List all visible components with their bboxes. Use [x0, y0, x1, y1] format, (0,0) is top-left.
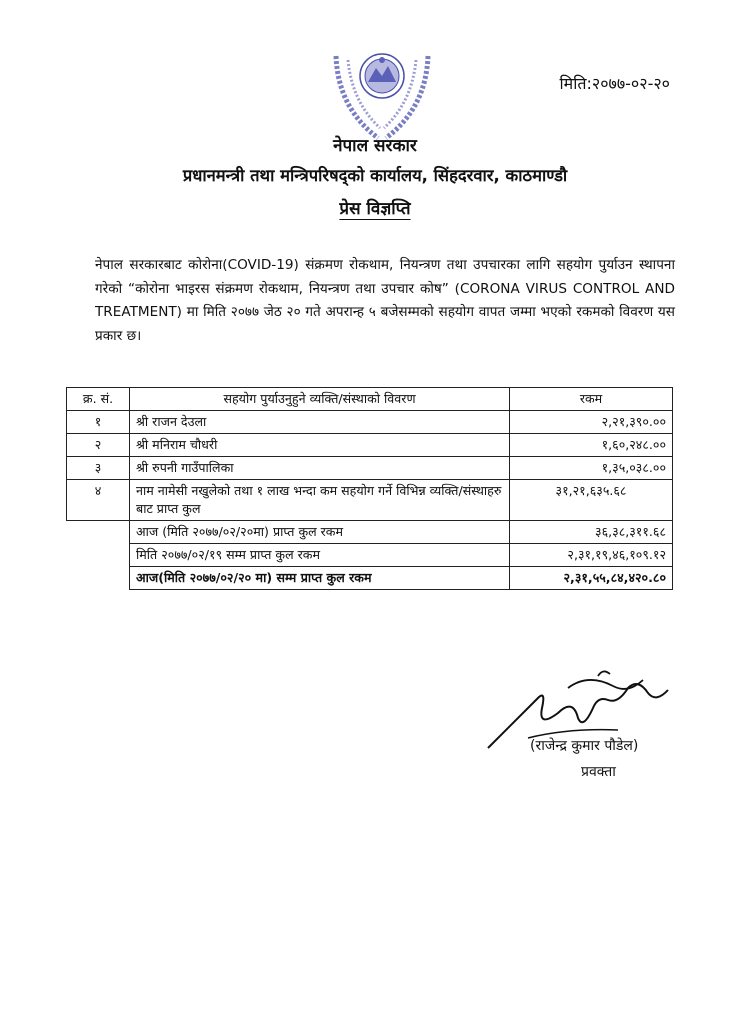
row-amount: १,६०,२४८.००: [510, 434, 673, 457]
row-sn: ३: [67, 457, 130, 480]
total-row: [67, 521, 673, 544]
blank-cell: [67, 521, 130, 544]
table-row: [67, 434, 673, 457]
row-amount: ३१,२१,६३५.६८: [510, 480, 673, 521]
donation-table: [66, 387, 673, 590]
table-header-row: [67, 388, 673, 411]
row-desc: श्री राजन देउला: [130, 411, 510, 434]
header-office: प्रधानमन्त्री तथा मन्त्रिपरिषद्को कार्यालय, सिंहदरवार, काठमाण्डौ: [182, 166, 568, 185]
row-desc: श्री रुपनी गाउँपालिका: [130, 457, 510, 480]
total-amount: ३६,३८,३११.६८: [510, 521, 673, 544]
row-sn: २: [67, 434, 130, 457]
row-desc: श्री मनिराम चौधरी: [130, 434, 510, 457]
row-sn: ४: [67, 480, 130, 521]
total-label: आज (मिति २०७७/०२/२०मा) प्राप्त कुल रकम: [130, 521, 510, 544]
total-amount: २,३१,१९,४६,१०९.१२: [510, 544, 673, 567]
total-amount: २,३१,५५,८४,४२०.८०: [510, 567, 673, 590]
row-desc: नाम नामेसी नखुलेको तथा १ लाख भन्दा कम सहयोग गर्ने विभिन्न व्यक्ति/संस्थाहरु बाट प्राप्त कुल: [130, 480, 510, 521]
signatory-name: (राजेन्द्र कुमार पौडेल): [530, 738, 639, 754]
header-amount: रकम: [510, 388, 673, 411]
table-row: [67, 480, 673, 521]
signatory-title: प्रवक्ता: [581, 764, 616, 780]
intro-paragraph: नेपाल सरकारबाट कोरोना(COVID-19) संक्रमण रोकथाम, नियन्त्रण तथा उपचारका लागि सहयोग पुर्याउन स्थापना गरेको “कोरोना भाइरस संक्रमण रोकथाम, नियन्त्रण तथा उपचार कोष” (CORONA VIRUS CONTROL AND TREATMENT) मा मिति २०७७ जेठ २० गते अपरान्ह ५ बजेसम्मको सहयोग वापत जम्मा भएको रकमको विवरण यस प्रकार छ।: [95, 257, 675, 344]
total-row: [67, 567, 673, 590]
table-row: [67, 411, 673, 434]
table-row: [67, 457, 673, 480]
header-desc: सहयोग पुर्याउनुहुने व्यक्ति/संस्थाको विवरण: [130, 388, 510, 411]
date-line: मिति:२०७७-०२-२०: [559, 74, 670, 93]
row-sn: १: [67, 411, 130, 434]
header-sn: क्र. सं.: [67, 388, 130, 411]
row-amount: १,३५,०३८.००: [510, 457, 673, 480]
header-government: नेपाल सरकार: [333, 136, 417, 156]
total-label: मिति २०७७/०२/१९ सम्म प्राप्त कुल रकम: [130, 544, 510, 567]
blank-cell: [67, 544, 130, 567]
press-release-title: प्रेस विज्ञप्ति: [339, 199, 411, 219]
header-press-release: [0, 196, 750, 219]
blank-cell: [67, 567, 130, 590]
government-seal: [318, 38, 446, 148]
row-amount: २,२१,३९०.००: [510, 411, 673, 434]
total-label: आज(मिति २०७७/०२/२० मा) सम्म प्राप्त कुल रकम: [130, 567, 510, 590]
total-row: [67, 544, 673, 567]
